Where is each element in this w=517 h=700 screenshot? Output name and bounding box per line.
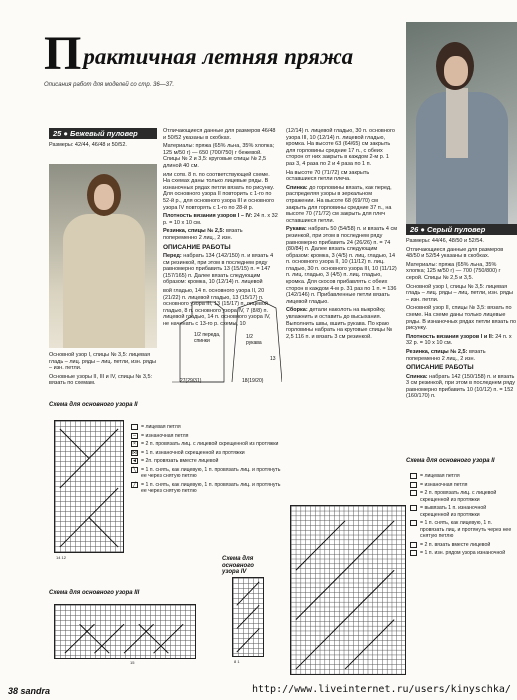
legend-item: = 1 п. снять, как лицевую, 1 п. провязать лиц. и протянуть ее через снятую петлю — [141, 481, 281, 494]
model-25-intro-text: Отличающиеся данные для размеров 46/48 и 50/52 указаны в скобках. — [163, 128, 276, 141]
pattern-dim-sleeve: 18(19/20) — [242, 378, 264, 384]
legend-cross-symbol: × — [131, 441, 138, 447]
legend-item: = изнаночная петля — [420, 481, 468, 488]
legend-knit-symbol — [131, 424, 138, 430]
legend-item: = изнаночная петля — [141, 432, 189, 439]
legend-k2tog-symbol: ◄ — [132, 458, 137, 464]
pattern-dim-cuff: 13 — [270, 356, 276, 362]
model-26-back-label: Спинка: — [406, 373, 428, 380]
model-25-heading: 25 ● Бежевый пуловер — [49, 128, 157, 139]
model-25-sizes: Размеры: 42/44, 46/48 и 50/52. — [49, 142, 127, 148]
photo-scarf — [446, 88, 468, 158]
model-26-rib-label: Резинка, спицы № 2,5: — [406, 348, 468, 355]
title-initial: П — [44, 27, 82, 80]
assembly-text: детали наколоть на выкройку, увлажнить и оставить до высыхания. Выполнить швы, вшить рукава. По краю горловины набрать на круговые спицы № 2,5 116 п. и вязать 3 см резинкой. — [286, 307, 393, 340]
chart-iii-stitch-numbers: 15 — [130, 660, 135, 665]
legend-cross-symbol — [410, 490, 417, 496]
legend-item: = лицевая петля — [420, 473, 460, 479]
gauge-label: Плотность вязания узоров I – IV: — [163, 213, 253, 220]
model-26-pattern-2: Основной узор II, спицы № 3,5: вязать по схеме. На схеме даны только лицевые ряды. В изнаночных рядах петли вязать по рисунку. — [406, 305, 517, 332]
legend-item: = 1 п. изнаночной скрещенной из протяжки — [141, 449, 245, 456]
chart-caption-ii-left: Схема для основного узора II — [49, 402, 138, 408]
legend-left — [131, 424, 281, 497]
page-number: 38 sandra — [8, 686, 51, 696]
sleeves-text: набрать 50 (54/58) п. и вязать 4 см резинкой, при этом в последнем ряду равномерно прибавить 24 (26/26) п. = 74 (80/84) п. Далее вязать следующим образом: кромка, 3 (4/5) п. лиц. гладью, 14 п. основного узора II, 10 (11/12) п. лиц. гладью, 30 п. основного узора III, 10 (11/12) п. лиц. гладью, 3 (4/5) п. лиц. гладью, кромка. Для скосов прибавлять с обеих сторон в каждом 4-м р. 31 раз по 1 п. = 136 (142/146) п. Прибавленные петли вязать лицевой гладью. — [286, 226, 398, 305]
model-26-sizes: Размеры: 44/46, 48/50 и 52/54. — [406, 238, 484, 244]
work-heading: ОПИСАНИЕ РАБОТЫ — [163, 243, 231, 251]
legend-purl-cross-symbol — [410, 505, 417, 511]
column-b-text: или сотв. 8 п. по соответствующей схеме. На схемах даны только лицевые ряды. В изнаночных рядах петли вязать по рисунку. Для основного узора II повторить с 1-го по 52-й р., для основного узора III и основного узора IV повторять с 1-го по 28-й р. — [163, 171, 275, 211]
pattern-dim-width: 27(29/31) — [180, 378, 202, 384]
legend-item: = 1 п. снять, как лицевую, 1 п. провязать лиц. и протянуть ее через снятую петлю — [141, 466, 281, 479]
column-b-continued: вой гладью, 14 п. основного узора II, 20 (21/22) п. лицевой гладью, 13 (15/17) п. основного узора III, 13 (15/17) п. лицевой гладью, 8 п. основного узора IV, 7 (8/8) п. лицевой гладью, 14 п. основного узора IV, не начинать с 13-го р. схемы, 10 — [163, 288, 271, 328]
front-label: Перед: — [163, 253, 182, 260]
chart-iv-symbols — [233, 578, 263, 656]
assembly-label: Сборка: — [286, 307, 308, 314]
photo-face — [444, 56, 468, 86]
photo-grey-pullover — [406, 22, 517, 227]
knitting-chart-iii — [54, 604, 196, 659]
column-c — [286, 128, 398, 502]
chart-ii-left-stitch-numbers: 14 12 — [56, 555, 67, 560]
legend-item: = 2п. провязать вместе лицевой — [141, 458, 219, 464]
legend-item: = 2 п. провязать лиц. с лицевой скрещенной из протяжки — [141, 441, 279, 447]
sleeves-label: Рукава: — [286, 226, 307, 233]
page-subtitle: Описания работ для моделей со стр. 36—37. — [44, 82, 175, 88]
front-text: набрать 134 (142/150) п. и вязать 4 см резинкой, при этом в последнем ряду равномерно прибавить 13 (15/15) п. = 147 (157/165) п. Далее вязать следующим образом: кромка, 10 (12/14) п. лицевой — [163, 253, 274, 286]
model-26-back: набрать 142 (150/158) п. и вязать 3 см резинкой, при этом в последнем ряду равномерно прибавить 10 (10/12) п. = 152 (160/170) п. — [406, 373, 516, 400]
legend-item: = 2 п. провязать лиц. с лицевой скрещенной из протяжки — [420, 490, 497, 503]
model-26-intro: Отличающиеся данные для размеров 48/50 и 52/54 указаны в скобках. — [406, 246, 504, 260]
gauge-value: 24 п. х 32 р. = 10 х 10 см. — [163, 213, 278, 226]
back-text: до горловины вязать, как перед, распределяя узоры в зеркальном отражении. На высоте 68 (69/70) см закрыть для горловины средние 37 п., на высоте 70 (71/72) см закрыть для плеч оставшиеся петли. — [286, 184, 392, 224]
legend-purl-cross-symbol: ⋈ — [132, 449, 137, 456]
chart-ii-right-symbols — [291, 506, 405, 674]
page-title — [44, 27, 404, 80]
pattern-half-sleeve: 1/2 рукава — [246, 334, 262, 346]
legend-item: = 2 п. вязать вместе лицевой — [420, 541, 491, 548]
column-c-text: (12/14) п. лицевой гладью, 30 п. основного узора III, 10 (12/14) п. лицевой гладью, кромка. На высоте 63 (64/65) см закрыть для горловины средние 17 п., с обеих сторон от них закрыть в каждом 2-м р. 1 раз 3, 4 раза по 2 и 4 раза по 1 п. — [286, 128, 395, 167]
photo-beige-pullover — [49, 164, 157, 348]
model-26-heading: 26 ● Серый пуловер — [406, 224, 517, 235]
legend-knit-symbol — [410, 473, 417, 479]
model-25-patterns — [49, 352, 157, 398]
model-25-intro — [49, 142, 157, 162]
legend-ssk-symbol: ╲ — [132, 466, 136, 473]
legend-item: = 1 п. снять, как лицевую, 1 п. провязать лиц. и протянуть через нее снятую петлю — [420, 520, 512, 539]
photo-face — [94, 184, 114, 210]
knitting-chart-ii-right — [290, 505, 406, 675]
chart-ii-left-symbols — [55, 421, 123, 552]
model-26-gauge: 24 п. х 32 р. = 10 х 10 см. — [406, 333, 512, 347]
chart-iv-stitch-numbers: 8 1 — [234, 659, 240, 664]
legend-item: = 1 п. изн. рядом узора изнаночной — [420, 550, 506, 556]
pattern-half-back: 1/2 переда, спинки — [194, 332, 221, 344]
legend-purl-symbol — [410, 482, 417, 488]
column-c-text-2: На высоте 70 (71/72) см закрыть оставшиеся петли плеча. — [286, 169, 370, 183]
source-url-watermark: http://www.liveinternet.ru/users/kinyschka/ — [252, 684, 511, 695]
chart-caption-iii: Схема для основного узора III — [49, 590, 140, 596]
model-25-pattern-1: Основной узор I, спицы № 3,5: лицевая гладь – лиц. ряды – лиц. петли, изн. ряды – изн. петли. — [49, 352, 156, 372]
legend-purl-symbol: – — [131, 433, 138, 439]
chart-caption-ii-right: Схема для основного узора II — [406, 458, 495, 464]
knitting-chart-ii-left — [54, 420, 124, 553]
sewing-pattern-diagram — [172, 294, 282, 386]
chart-iii-symbols — [55, 605, 195, 658]
model-25-pattern-2: Основные узоры II, III и IV, спицы № 3,5: вязать по схемам. — [49, 373, 153, 387]
knitting-chart-iv — [232, 577, 264, 657]
legend-item: = лицевая петля — [141, 424, 181, 430]
model-26-materials: Материалы: пряжа (65% льна, 35% хлопка; 125 м/50 г) — 700 (750/800) г серой. Спицы № 2,5 и 3,5. — [406, 261, 501, 281]
column-d — [406, 238, 517, 448]
legend-right — [410, 473, 514, 559]
legend-ssk-2-symbol: ╱ — [132, 481, 136, 488]
title-text: рактичная летняя пряжа — [83, 44, 354, 69]
model-25-materials: Материалы: пряжа (65% льна, 35% хлопка; 125 м/50 г) — 650 (700/750) г бежевой. Спицы № 2 и 3,5: круговые спицы № 2,5 длиной 40 см. — [163, 143, 275, 169]
photo-figure-body — [63, 214, 145, 348]
chart-caption-iv: Схема для основного узора IV — [222, 556, 254, 576]
legend-ssk-symbol — [410, 520, 417, 526]
legend-item: = вывязать 1 п. изнаночной скрещенной из протяжки — [420, 505, 487, 518]
rib-label: Резинка, спицы № 2,5: — [163, 228, 225, 235]
rib-value: вязать попеременно 2 лиц., 2 изн. — [163, 228, 243, 241]
model-26-pattern-1: Основной узор I, спицы № 3,5: лицевая гладь – лиц. ряды – лиц. петли, изн. ряды – изн. петли. — [406, 283, 513, 303]
back-label: Спинка: — [286, 184, 308, 191]
legend-purl-row-symbol — [410, 550, 417, 556]
model-26-work-heading: ОПИСАНИЕ РАБОТЫ — [406, 364, 474, 372]
model-26-rib: вязать попеременно 2 лиц., 2 изн. — [406, 348, 486, 362]
model-26-gauge-label: Плотность вязания узоров I и II: — [406, 333, 494, 340]
legend-k2tog-symbol — [410, 542, 417, 548]
